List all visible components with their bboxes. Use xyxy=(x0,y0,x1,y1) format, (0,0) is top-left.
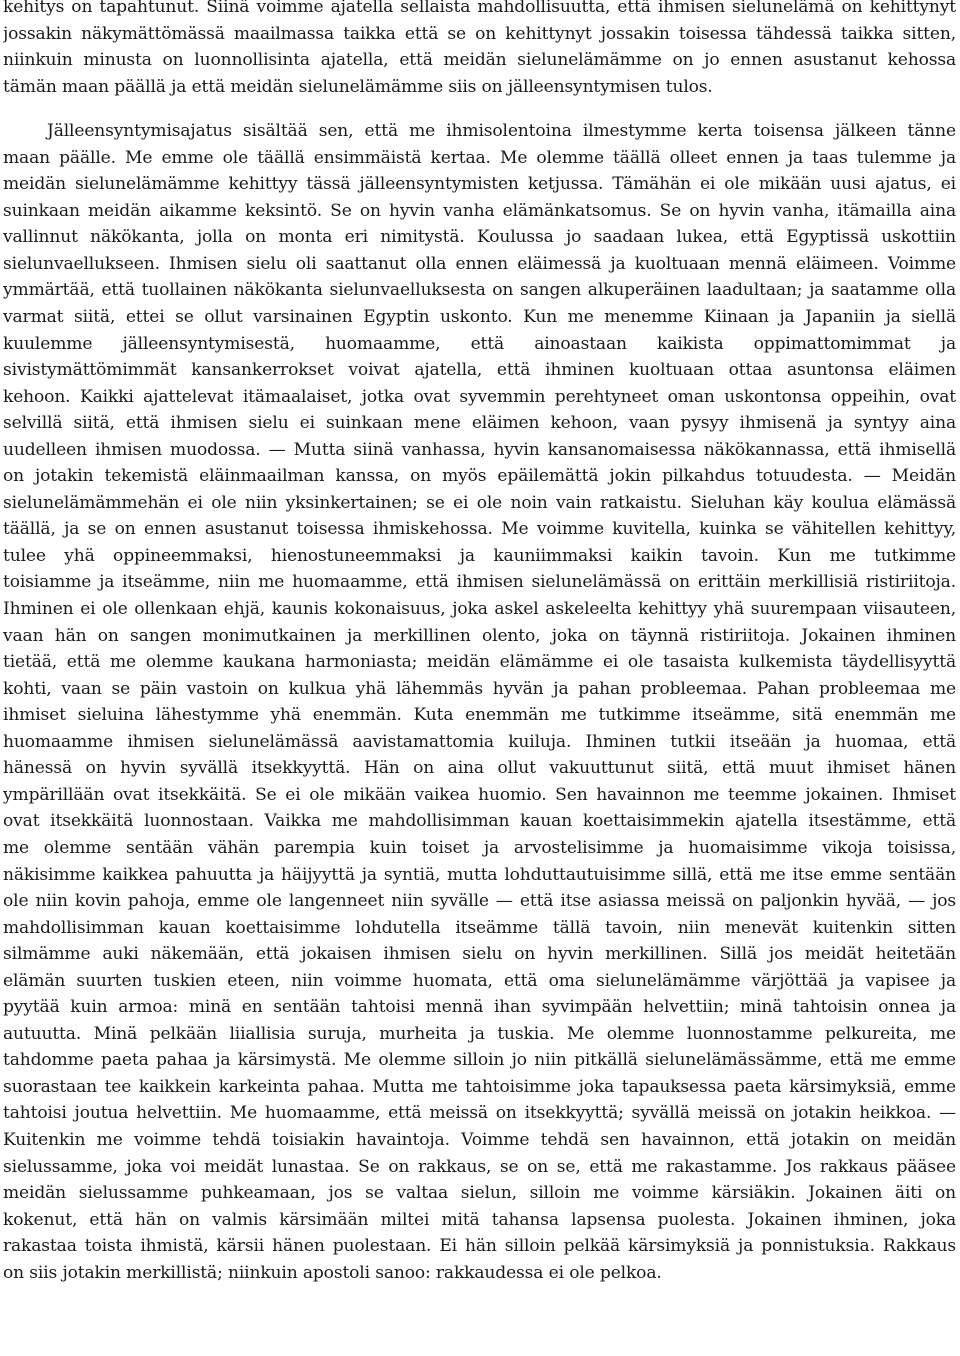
text-line: huomaamme ihmisen sielunelämässä aavistamattomia kuiluja. Ihminen tutkii itseään ja huomaa, että xyxy=(3,731,956,752)
text-line: rakastaa toista ihmistä, kärsii hänen puolestaan. Ei hän silloin pelkää kärsimyksiä ja ponnistuksia. Rakkaus xyxy=(3,1236,956,1257)
text-line: selvillä siitä, että ihmisen sielu ei suinkaan mene eläimen kehoon, vaan pysyy ihmisenä ja syntyy aina xyxy=(3,413,956,434)
text-line: kehitys on tapahtunut. Siinä voimme ajatella sellaista mahdollisuutta, että ihmisen sielunelämä on kehittynyt xyxy=(3,0,956,17)
text-line: meidän sielunelämämme kehittyy tässä jälleensyntymisten ketjussa. Tämähän ei ole mikään uusi ajatus, ei xyxy=(3,174,956,195)
paragraph xyxy=(3,118,956,1286)
text-line: kehoon. Kaikki ajattelevat itämaalaiset, jotka ovat syvemmin perehtyneet oman uskontonsa oppeihin, ovat xyxy=(3,386,956,407)
text-line: tämän maan päällä ja että meidän sielunelämämme siis on jälleensyntymisen tulos. xyxy=(3,76,713,97)
text-line: niinkuin minusta on luonnollisinta ajatella, että meidän sielunelämämme on jo ennen asustanut kehossa xyxy=(3,50,956,71)
text-line: ymmärtää, että tuollainen näkökanta sielunvaelluksesta on sangen alkuperäinen laadultaan; ja saatamme olla xyxy=(3,280,956,301)
text-line: elämän suurten tuskien eteen, niin voimme huomata, että oma sielunelämämme värjöttää ja vapisee ja xyxy=(3,970,956,991)
text-line: on jotakin tekemistä eläinmaailman kanssa, on myös epäilemättä jokin pilkahdus totuudesta. — Meidän xyxy=(3,466,956,487)
text-line: meidän sielussamme puhkeamaan, jos se valtaa sielun, silloin me voimme kärsiäkin. Jokainen äiti on xyxy=(3,1183,956,1204)
text-line: sielunvaellukseen. Ihmisen sielu oli saattanut olla ennen eläimessä ja kuoltuaan mennä eläimeen. Voimme xyxy=(3,253,956,274)
text-line: tahdomme paeta pahaa ja kärsimystä. Me olemme silloin jo niin pitkällä sielunelämässämme, että me emme xyxy=(3,1050,956,1071)
text-line: Ihminen ei ole ollenkaan ehjä, kaunis kokonaisuus, joka askel askeleelta kehittyy yhä suurempaan viisauteen, xyxy=(3,599,956,620)
text-line: vaan hän on sangen monimutkainen ja merkillinen olento, joka on täynnä ristiriitoja. Jokainen ihminen xyxy=(3,625,956,646)
text-line: tahtoisi joutua helvettiin. Me huomaamme, että meissä on itsekkyyttä; syvällä meissä on jotakin heikkoa. — xyxy=(3,1103,956,1124)
text-line: autuutta. Minä pelkään liiallisia suruja, murheita ja tuskia. Me olemme luonnostamme pelkureita, me xyxy=(3,1023,956,1044)
text-line: tietää, että me olemme kaukana harmoniasta; meidän elämämme ei ole tasaista kulkemista täydellisyyttä xyxy=(3,652,956,673)
text-line: tulee yhä oppineemmaksi, hienostuneemmaksi ja kauniimmaksi kaikin tavoin. Kun me tutkimme xyxy=(3,545,956,566)
paragraph xyxy=(3,0,956,100)
text-line: suinkaan meidän aikamme keksintö. Se on hyvin vanha elämänkatsomus. Se on hyvin vanha, itämailla aina xyxy=(3,200,956,221)
text-line: ole niin kovin pahoja, emme ole langenneet niin syvälle — että itse asiassa meissä on paljonkin hyvää, — jos xyxy=(3,891,956,912)
text-line: sivistymättömimmät kansankerrokset voivat ajatella, että ihminen kuoltuaan ottaa asuntonsa eläimen xyxy=(3,360,956,381)
text-line: suorastaan tee kaikkein karkeinta pahaa. Mutta me tahtoisimme joka tapauksessa paeta kärsimyksiä, emme xyxy=(3,1076,956,1097)
text-line: ovat itsekkäitä luonnostaan. Vaikka me mahdollisimman kauan koettaisimmekin ajatella itsestämme, että xyxy=(3,811,956,832)
text-line: Kuitenkin me voimme tehdä toisiakin havaintoja. Voimme tehdä sen havainnon, että jotakin on meidän xyxy=(3,1129,956,1150)
document-body xyxy=(3,0,956,1286)
text-line: täällä, ja se on ennen asustanut toisessa ihmiskehossa. Me voimme kuvitella, kuinka se vähitellen kehittyy, xyxy=(3,519,956,540)
text-line: on siis jotakin merkillistä; niinkuin apostoli sanoo: rakkaudessa ei ole pelkoa. xyxy=(3,1262,662,1283)
text-line: näkisimme kaikkea pahuutta ja häijyyttä ja syntiä, mutta lohduttautuisimme sillä, että me itse emme sentään xyxy=(3,864,956,885)
text-line: jossakin näkymättömässä maailmassa taikka että se on kehittynyt jossakin toisessa tähdessä taikka sitten, xyxy=(3,23,956,44)
text-line: Jälleensyntymisajatus sisältää sen, että me ihmisolentoina ilmestymme kerta toisensa jälkeen tänne xyxy=(47,121,956,142)
text-line: kokenut, että hän on valmis kärsimään miltei mitä tahansa lapsensa puolesta. Jokainen ihminen, joka xyxy=(3,1209,956,1230)
text-line: mahdollisimman kauan koettaisimme lohdutella itseämme tällä tavoin, niin menevät kuitenkin sitten xyxy=(3,917,956,938)
text-line: uudelleen ihmisen muodossa. — Mutta siinä vanhassa, hyvin kansanomaisessa näkökannassa, että ihmisellä xyxy=(3,439,956,460)
text-line: hänessä on hyvin syvällä itsekkyyttä. Hän on aina ollut vakuuttunut siitä, että muut ihmiset hänen xyxy=(3,758,956,779)
text-line: kuulemme jälleensyntymisestä, huomaamme, että ainoastaan kaikista oppimattomimmat ja xyxy=(3,333,956,354)
text-line: varmat siitä, ettei se ollut varsinainen Egyptin uskonto. Kun me menemme Kiinaan ja Japaniin ja siellä xyxy=(3,307,956,328)
text-line: toisiamme ja itseämme, niin me huomaamme, että ihmisen sielunelämässä on erittäin merkillisiä ristiriitoja. xyxy=(3,572,956,593)
text-line: kohti, vaan se päin vastoin on kulkua yhä lähemmäs hyvän ja pahan probleemaa. Pahan probleemaa me xyxy=(3,678,956,699)
text-line: pyytää kuin armoa: minä en sentään tahtoisi mennä ihan syvimpään helvettiin; minä tahtoisin onnea ja xyxy=(3,997,956,1018)
text-line: ympärillään ovat itsekkäitä. Se ei ole mikään vaikea huomio. Sen havainnon me teemme jokainen. Ihmiset xyxy=(3,784,956,805)
text-line: ihmiset sieluina lähestymme yhä enemmän. Kuta enemmän me tutkimme itseämme, sitä enemmän me xyxy=(3,705,956,726)
text-line: sielussamme, joka voi meidät lunastaa. Se on rakkaus, se on se, että me rakastamme. Jos rakkaus pääsee xyxy=(3,1156,956,1177)
text-line: vallinnut näkökanta, jolla on monta eri nimitystä. Koulussa jo saadaan lukea, että Egyptissä uskottiin xyxy=(3,227,956,248)
text-line: maan päälle. Me emme ole täällä ensimmäistä kertaa. Me olemme täällä olleet ennen ja taas tulemme ja xyxy=(3,147,956,168)
text-line: sielunelämämmehän ei ole niin yksinkertainen; se ei ole noin vain ratkaistu. Sieluhan käy koulua elämässä xyxy=(3,492,956,513)
text-line: silmämme auki näkemään, että jokaisen ihmisen sielu on hyvin merkillinen. Sillä jos meidät heitetään xyxy=(3,944,956,965)
text-line: me olemme sentään vähän parempia kuin toiset ja arvostelisimme ja huomaisimme vikoja toisissa, xyxy=(3,837,956,858)
